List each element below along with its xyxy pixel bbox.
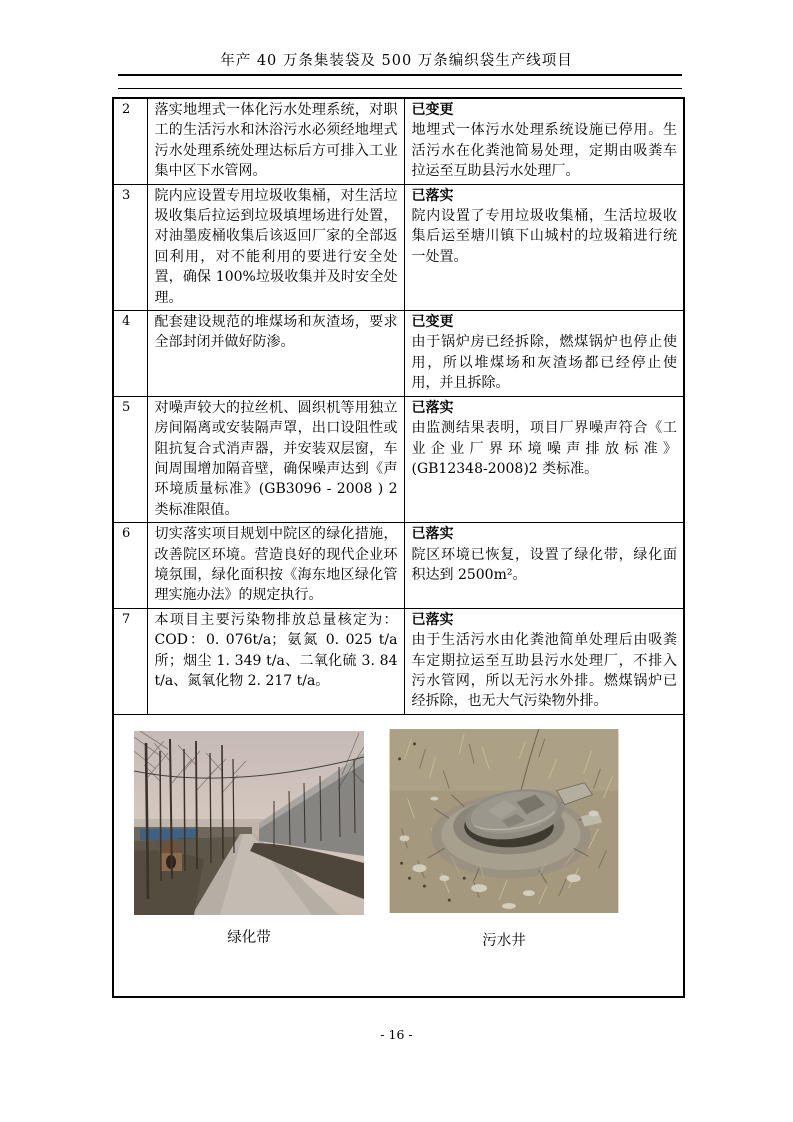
requirement-cell: 落实地埋式一体化污水处理系统，对职工的生活污水和沐浴污水必须经地埋式污水处理系统处理达标后方可排入工业集中区下水管网。 xyxy=(147,98,404,184)
requirement-cell: 配套建设规范的堆煤场和灰渣场，要求全部封闭并做好防渗。 xyxy=(147,311,404,397)
status-label: 已变更 xyxy=(411,102,454,118)
table-row-7 xyxy=(113,608,684,714)
status-label: 已落实 xyxy=(411,399,454,416)
implementation-cell xyxy=(404,311,684,397)
page-number: - 16 - xyxy=(380,1027,413,1042)
implementation-check-table xyxy=(112,97,685,998)
row-number: 2 xyxy=(113,98,147,184)
implementation-cell xyxy=(404,184,684,310)
implementation-text: 地埋式一体污水处理系统设施已停用。生活污水在化粪池简易处理，定期由吸粪车拉运至互助县污水处理厂。 xyxy=(411,122,677,180)
table-row-6 xyxy=(113,523,684,609)
photos-cell xyxy=(113,714,684,997)
row-number: 6 xyxy=(113,523,147,609)
table-row-2 xyxy=(113,98,684,184)
status-label: 已变更 xyxy=(411,314,454,331)
sewage-well-photo xyxy=(389,729,619,913)
requirement-cell: 本项目主要污染物排放总量核定为：COD：0. 076t/a；氨氮 0. 025 t/a 所；烟尘 1. 349 t/a、二氧化硫 3. 84 t/a、氮氧化物 2. 217 t/a。 xyxy=(147,608,404,714)
table-row-4 xyxy=(113,311,684,397)
requirement-cell: 对噪声较大的拉丝机、圆织机等用独立房间隔离或安装隔声罩，出口设阻性或阻抗复合式消声器，并安装双层窗，车间周围增加隔音壁，确保噪声达到《声环境质量标准》(GB3096 - 2008 ) 2 类标准限值。 xyxy=(147,396,404,522)
row-number: 5 xyxy=(113,396,147,522)
implementation-text: 院内设置了专用垃圾收集桶，生活垃圾收集后运至塘川镇下山城村的垃圾箱进行统一处置。 xyxy=(411,208,677,265)
greenbelt-figure xyxy=(134,731,364,951)
table-row-5 xyxy=(113,396,684,522)
requirement-cell: 切实落实项目规划中院区的绿化措施，改善院区环境。营造良好的现代企业环境氛围，绿化面积按《海东地区绿化管理实施办法》的规定执行。 xyxy=(147,523,404,609)
status-label: 已落实 xyxy=(411,187,454,204)
implementation-cell xyxy=(404,396,684,522)
row-number: 3 xyxy=(113,184,147,310)
requirement-cell: 院内应设置专用垃圾收集桶，对生活垃圾收集后拉运到垃圾填埋场进行处置，对油墨废桶收集后该返回厂家的全部返回利用，对不能利用的要进行安全处置，确保 100%垃圾收集并及时安全处理。 xyxy=(147,184,404,310)
implementation-text: 院区环境已恢复，设置了绿化带，绿化面积达到 2500m²。 xyxy=(411,546,677,583)
header-rule-top xyxy=(118,74,682,76)
greenbelt-photo xyxy=(134,731,364,915)
photos-row xyxy=(113,714,684,997)
implementation-text: 由于生活污水由化粪池简单处理后由吸粪车定期拉运至互助县污水处理厂，不排入污水管网，所以无污水外排。燃煤锅炉已经拆除，也无大气污染物外排。 xyxy=(411,632,677,710)
header-rule-bottom xyxy=(118,88,682,89)
implementation-text: 由于锅炉房已经拆除，燃煤锅炉也停止使用，所以堆煤场和灰渣场都已经停止使用，并且拆除。 xyxy=(411,334,677,392)
status-label: 已落实 xyxy=(411,526,454,543)
sewage-well-figure xyxy=(389,729,619,951)
implementation-cell xyxy=(404,608,684,714)
row-number: 7 xyxy=(113,608,147,714)
status-label: 已落实 xyxy=(411,611,454,628)
implementation-cell xyxy=(404,523,684,609)
implementation-text: 由监测结果表明，项目厂界噪声符合《工业企业厂界环境噪声排放标准》(GB12348-2008)2 类标准。 xyxy=(411,420,677,477)
table-row-3 xyxy=(113,184,684,310)
greenbelt-caption: 绿化带 xyxy=(227,929,271,946)
implementation-cell xyxy=(404,98,684,184)
sewage-well-caption: 污水井 xyxy=(482,932,526,949)
row-number: 4 xyxy=(113,311,147,397)
document-header-title: 年产 40 万条集装袋及 500 万条编织袋生产线项目 xyxy=(220,53,573,69)
